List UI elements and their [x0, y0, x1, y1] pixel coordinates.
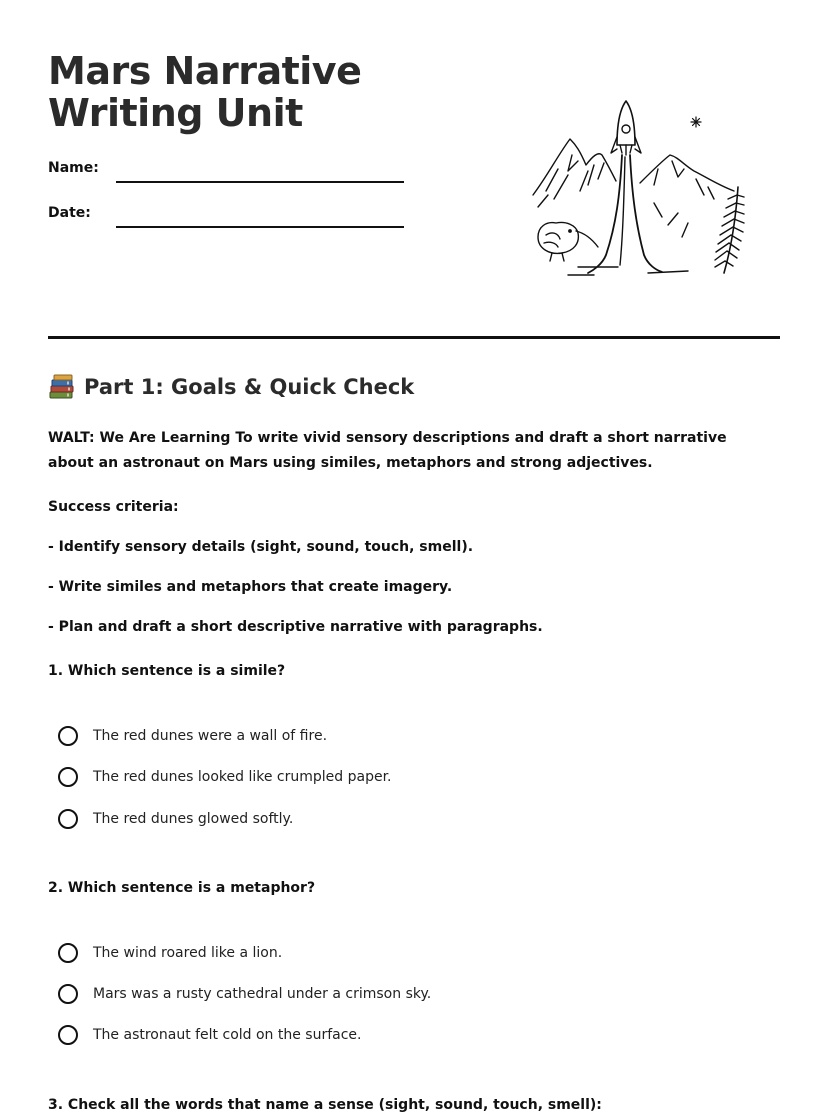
- question-prompt: 3. Check all the words that name a sense (sight, sound, touch, smell):: [48, 1097, 602, 1113]
- option-label: Mars was a rusty cathedral under a crimson sky.: [93, 986, 432, 1002]
- success-criteria-label: Success criteria:: [48, 499, 179, 515]
- option-label: The red dunes looked like crumpled paper.: [93, 769, 392, 785]
- q2-option-a[interactable]: [58, 940, 282, 966]
- option-label: The wind roared like a lion.: [93, 945, 283, 961]
- question-prompt: 1. Which sentence is a simile?: [48, 663, 286, 679]
- radio-button[interactable]: [58, 726, 78, 746]
- criterion-item: - Plan and draft a short descriptive narrative with paragraphs.: [48, 619, 543, 635]
- radio-button[interactable]: [58, 767, 78, 787]
- q1-option-c[interactable]: [58, 806, 293, 832]
- question-prompt: 2. Which sentence is a metaphor?: [48, 880, 316, 896]
- radio-button[interactable]: [58, 1025, 78, 1045]
- date-field-row: [48, 205, 408, 235]
- name-line[interactable]: [116, 181, 404, 183]
- q1-option-a[interactable]: [58, 723, 327, 749]
- option-label: The red dunes glowed softly.: [93, 811, 294, 827]
- books-icon: [48, 374, 76, 400]
- page-title: Mars Narrative Writing Unit: [48, 49, 362, 135]
- date-label: Date:: [48, 205, 91, 221]
- radio-button[interactable]: [58, 943, 78, 963]
- q2-option-b[interactable]: [58, 981, 431, 1007]
- option-label: The red dunes were a wall of fire.: [93, 728, 328, 744]
- q1-option-b[interactable]: [58, 764, 391, 790]
- option-label: The astronaut felt cold on the surface.: [93, 1027, 362, 1043]
- q2-option-c[interactable]: [58, 1022, 362, 1048]
- walt-text: WALT: We Are Learning To write vivid sensory descriptions and draft a short narrative about an astronaut on Mars using similes, metaphors and strong adjectives.: [48, 430, 727, 471]
- radio-button[interactable]: [58, 984, 78, 1004]
- name-label: Name:: [48, 160, 99, 176]
- part1-heading-text: Part 1: Goals & Quick Check: [84, 375, 415, 399]
- radio-button[interactable]: [58, 809, 78, 829]
- part1-heading: [48, 374, 414, 400]
- name-field-row: [48, 160, 408, 190]
- section-divider: [48, 336, 780, 339]
- date-line[interactable]: [116, 226, 404, 228]
- rocket-mountains-illustration: [528, 95, 748, 285]
- criterion-item: - Write similes and metaphors that create imagery.: [48, 579, 453, 595]
- criterion-item: - Identify sensory details (sight, sound, touch, smell).: [48, 539, 474, 555]
